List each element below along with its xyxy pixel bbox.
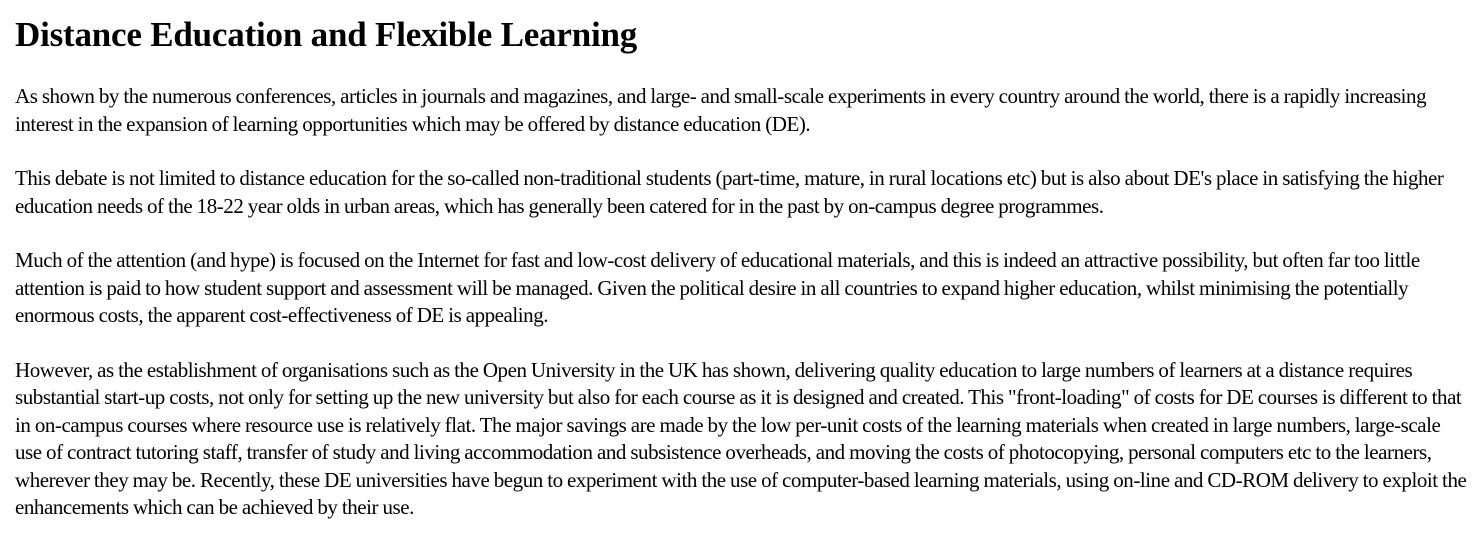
paragraph-open-university: However, as the establishment of organisations such as the Open University in the UK has shown, delivering quality education to large numbers of learners at a distance requires substantial start-up costs, not only for setting up the new university but also for each course as it is designed and created. This "front-loading" of costs for DE courses is different to that in on-campus courses where resource use is relatively flat. The major savings are made by the low per-unit costs of the learning materials when created in large numbers, large-scale use of contract tutoring staff, transfer of study and living accommodation and subsistence overheads, and moving the costs of photocopying, personal computers etc to the learners, wherever they may be. Recently, these DE universities have begun to experiment with the use of computer-based learning materials, using on-line and CD-ROM delivery to exploit the enhancements which can be achieved by their use. xyxy=(15,357,1467,519)
article xyxy=(0,15,1477,522)
paragraph-intro: As shown by the numerous conferences, articles in journals and magazines, and large- and small-scale experiments in every country around the world, there is a rapidly increasing interest in the expansion of learning opportunities which may be offered by distance education (DE). xyxy=(15,84,1427,136)
paragraph-internet: Much of the attention (and hype) is focused on the Internet for fast and low-cost delivery of educational materials, and this is indeed an attractive possibility, but often far too little attention is paid to how student support and assessment will be managed. Given the political desire in all countries to expand higher education, whilst minimising the potentially enormous costs, the apparent cost-effectiveness of DE is appealing. xyxy=(15,248,1420,327)
page-title: Distance Education and Flexible Learning xyxy=(15,15,638,54)
paragraph-debate: This debate is not limited to distance education for the so-called non-traditional students (part-time, mature, in rural locations etc) but is also about DE's place in satisfying the higher education needs of the 18-22 year olds in urban areas, which has generally been catered for in the past by on-campus degree programmes. xyxy=(15,166,1444,218)
